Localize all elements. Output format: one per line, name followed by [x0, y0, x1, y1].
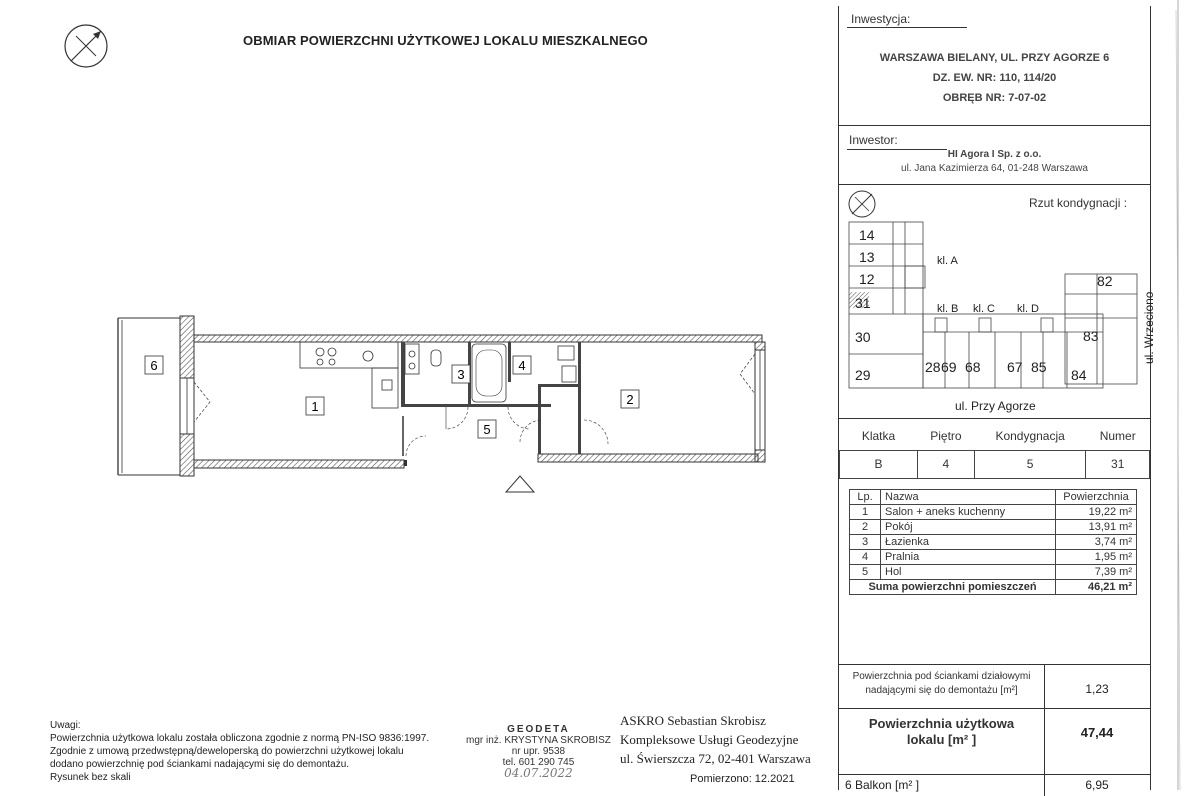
- table-row: 2 Pokój 13,91 m²: [850, 520, 1137, 535]
- table-row: 4 Pralnia 1,95 m²: [850, 550, 1137, 565]
- balcony-value: 6,95: [1085, 778, 1109, 792]
- investor-label: Inwestor:: [849, 133, 898, 147]
- north-arrow-icon: [62, 22, 110, 70]
- room-label-5: 5: [483, 422, 491, 437]
- svg-text:12: 12: [859, 271, 875, 287]
- rooms-table: Lp. Nazwa Powierzchnia 1 Salon + aneks kuchenny 19,22 m² 2 Pokój 13,91 m² 3 Łazienka 3,74 m² 4 Pralnia 1,95 m² 5 Hol 7,39 m² Suma powierzchni pomieszczeń 46,21 m²: [849, 489, 1137, 595]
- usable-area-value: 47,44: [1080, 725, 1114, 740]
- sum-value: 46,21 m²: [1056, 580, 1137, 595]
- walls-area-label: Powierzchnia pod ściankami działowymi nadającymi się do demontażu [m²]: [852, 671, 1031, 696]
- investment-precinct: OBRĘB NR: 7-07-02: [942, 92, 1047, 104]
- company-info: ASKRO Sebastian Skrobisz Kompleksowe Usługi Geodezyjne ul. Świerszcza 72, 02-401 Warszawa: [620, 713, 811, 766]
- svg-text:83: 83: [1083, 328, 1099, 344]
- balcony-label: 6 Balkon [m² ]: [845, 778, 920, 792]
- room-label-6: 6: [150, 358, 158, 373]
- table-row: 1 Salon + aneks kuchenny 19,22 m²: [850, 505, 1137, 520]
- svg-text:69: 69: [941, 359, 957, 375]
- investment-address: WARSZAWA BIELANY, UL. PRZY AGORZE 6: [879, 52, 1110, 64]
- svg-text:31: 31: [855, 295, 871, 311]
- room-label-1: 1: [311, 399, 319, 414]
- table-row: 3 Łazienka 3,74 m²: [850, 535, 1137, 550]
- svg-text:29: 29: [855, 367, 871, 383]
- svg-text:67: 67: [1007, 359, 1023, 375]
- investor-address: ul. Jana Kazimierza 64, 01-248 Warszawa: [901, 163, 1088, 174]
- staircase-b-label: kl. B: [937, 303, 959, 315]
- usable-area-label: Powierzchnia użytkowa lokalu [m² ]: [868, 716, 1015, 747]
- svg-text:85: 85: [1031, 359, 1047, 375]
- staircase-c-label: kl. C: [973, 303, 995, 315]
- measured-date: Pomierzono: 12.2021: [690, 773, 795, 785]
- overview-label: Rzut kondygnacji :: [1029, 196, 1128, 210]
- investment-parcel: DZ. EW. NR: 110, 114/20: [932, 72, 1057, 84]
- svg-text:28: 28: [925, 359, 941, 375]
- staircase-d-label: kl. D: [1017, 303, 1039, 315]
- signature-date: 04.07.2022: [504, 766, 573, 780]
- room-label-3: 3: [457, 367, 465, 382]
- sum-label: Suma powierzchni pomieszczeń: [850, 580, 1056, 595]
- building-overview-plan: [845, 214, 1156, 422]
- document-title: OBMIAR POWIERZCHNI UŻYTKOWEJ LOKALU MIESZKALNEGO: [243, 33, 648, 48]
- room-label-4: 4: [518, 358, 526, 373]
- staircase-a-label: kl. A: [937, 255, 958, 267]
- investment-label: Inwestycja:: [851, 12, 911, 26]
- notes: Uwagi: Powierzchnia użytkowa lokalu została obliczona zgodnie z normą PN-ISO 9836:1997. Zgodnie z umową przedwstępną/deweloperską do powierzchni użytkowej lokalu dodano powierzchnię pod ściankami nadającymi się do demontażu. Rysunek bez skali: [50, 720, 430, 783]
- walls-area-value: 1,23: [1085, 682, 1109, 696]
- title-block-panel: [838, 6, 1156, 792]
- page-edge-lines: [1168, 0, 1200, 790]
- apartment-floor-plan: [110, 310, 775, 495]
- svg-text:30: 30: [855, 329, 871, 345]
- svg-text:14: 14: [859, 227, 875, 243]
- street-bottom-label: ul. Przy Agorze: [955, 399, 1036, 413]
- table-row: 5 Hol 7,39 m²: [850, 565, 1137, 580]
- svg-text:13: 13: [859, 249, 875, 265]
- svg-text:68: 68: [965, 359, 981, 375]
- surveyor-stamp: GEODETA mgr inż. KRYSTYNA SKROBISZ nr upr. 9538 tel. 601 290 745 04.07.2022: [466, 724, 611, 780]
- street-right-label: ul. Wrzeciono: [1142, 291, 1156, 364]
- svg-text:84: 84: [1071, 367, 1087, 383]
- entrance-marker: [506, 476, 534, 492]
- location-table: Klatka Piętro Kondygnacja Numer B 4 5 31: [839, 422, 1150, 479]
- investor-name: HI Agora I Sp. z o.o.: [947, 149, 1042, 160]
- svg-text:82: 82: [1097, 273, 1113, 289]
- room-label-2: 2: [626, 392, 634, 407]
- balcony-outline: [118, 318, 180, 475]
